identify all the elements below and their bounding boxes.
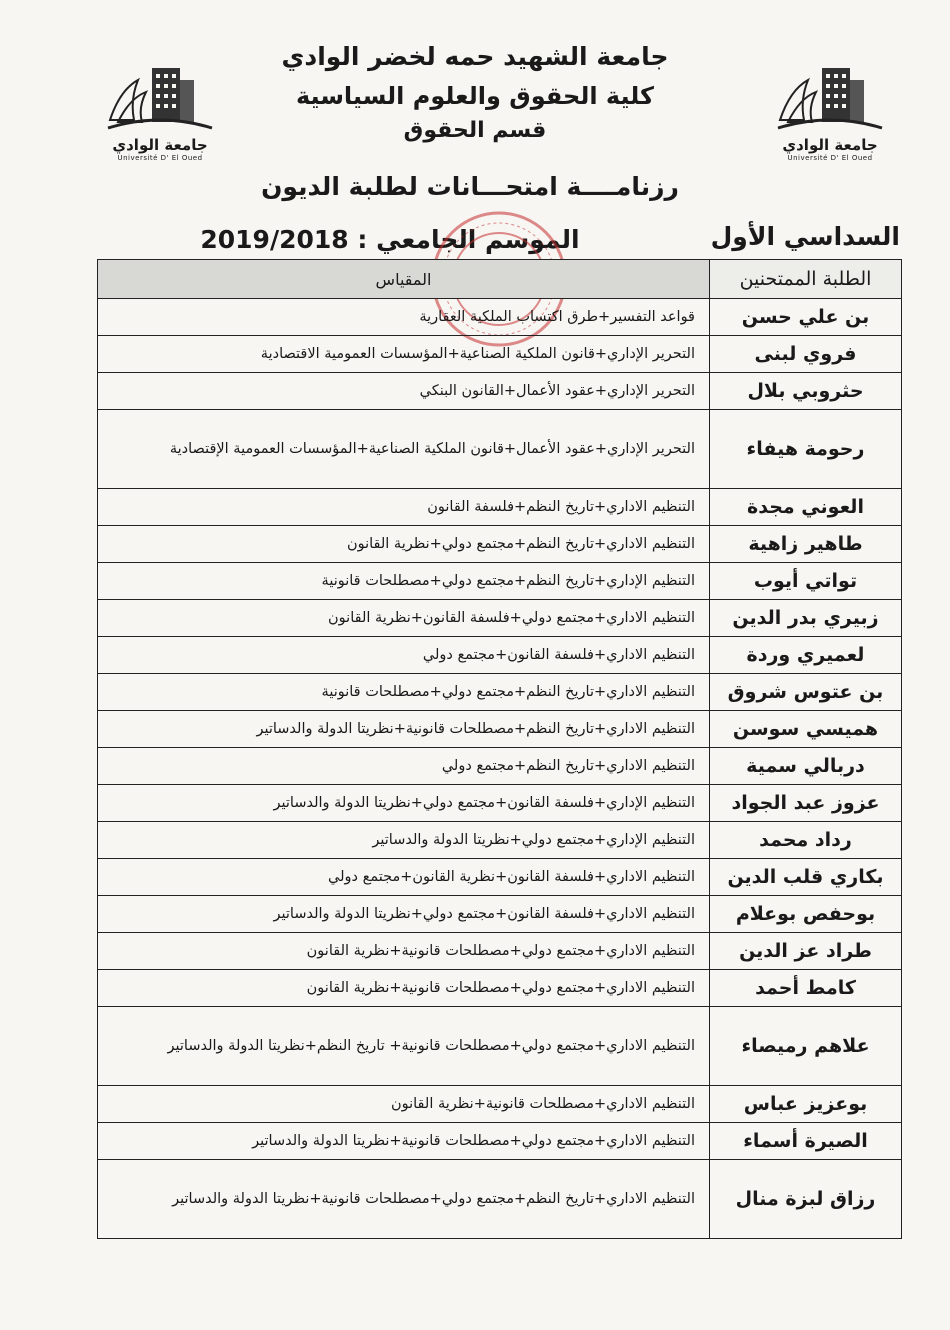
student-subjects: التنظيم الاداري+مجتمع دولي+مصطلحات قانونية+نظرية القانون xyxy=(98,970,710,1007)
student-name: بن عتوس شروق xyxy=(710,674,902,711)
student-name: رحومة هيفاء xyxy=(710,410,902,489)
student-name: الصيرة أسماء xyxy=(710,1123,902,1160)
logo-subtext: Université D' El Oued xyxy=(117,154,203,162)
table-row xyxy=(98,711,902,748)
faculty-name: كلية الحقوق والعلوم السياسية xyxy=(295,82,655,110)
table-row xyxy=(98,1007,902,1086)
student-subjects: التنظيم الاداري+تاريخ النظم+مجتمع دولي xyxy=(98,748,710,785)
header-students: الطلبة الممتحنين xyxy=(710,260,902,299)
student-name: طاهير زاهية xyxy=(710,526,902,563)
logo-text: جامعة الوادي xyxy=(782,136,878,154)
student-subjects: التنظيم الاداري+تاريخ النظم+مصطلحات قانونية+نظريتا الدولة والدساتير xyxy=(98,711,710,748)
student-name: العوني مجدة xyxy=(710,489,902,526)
table-row xyxy=(98,1086,902,1123)
table-row xyxy=(98,410,902,489)
table-row xyxy=(98,373,902,410)
student-name: كامط أحمد xyxy=(710,970,902,1007)
table-row xyxy=(98,1160,902,1239)
student-name: تواتي أيوب xyxy=(710,563,902,600)
table-row xyxy=(98,859,902,896)
student-subjects: التنظيم الاداري+فلسفة القانون+مجتمع دولي+نظريتا الدولة والدساتير xyxy=(98,896,710,933)
table-row xyxy=(98,748,902,785)
student-subjects: التنظيم الاداري+تاريخ النظم+مجتمع دولي+مصطلحات قانونية+نظريتا الدولة والدساتير xyxy=(98,1160,710,1239)
table-row xyxy=(98,785,902,822)
table-row xyxy=(98,674,902,711)
student-subjects: قواعد التفسير+طرق اكتساب الملكية العقارية xyxy=(98,299,710,336)
student-subjects: التحرير الإداري+قانون الملكية الصناعية+المؤسسات العمومية الاقتصادية xyxy=(98,336,710,373)
student-subjects: التنظيم الاداري+مجتمع دولي+مصطلحات قانونية+نظرية القانون xyxy=(98,933,710,970)
table-row xyxy=(98,489,902,526)
student-subjects: التنظيم الاداري+مجتمع دولي+مصطلحات قانونية+نظريتا الدولة والدساتير xyxy=(98,1123,710,1160)
university-logo-right xyxy=(770,50,890,165)
table-header-row xyxy=(98,260,902,299)
student-subjects: التنظيم الاداري+مجتمع دولي+مصطلحات قانونية+ تاريخ النظم+نظريتا الدولة والدساتير xyxy=(98,1007,710,1086)
student-subjects: التنظيم الإداري+تاريخ النظم+مجتمع دولي+مصطلحات قانونية xyxy=(98,563,710,600)
document-title: رزنامــــة امتحـــانات لطلبة الديون xyxy=(261,172,679,201)
student-name: علاهم رميصاء xyxy=(710,1007,902,1086)
department-name: قسم الحقوق xyxy=(403,118,547,143)
student-subjects: التنظيم الاداري+مصطلحات قانونية+نظرية القانون xyxy=(98,1086,710,1123)
university-name: جامعة الشهيد حمه لخضر الوادي xyxy=(281,42,669,71)
student-name: عزوز عبد الجواد xyxy=(710,785,902,822)
student-subjects: التحرير الإداري+عقود الأعمال+القانون البنكي xyxy=(98,373,710,410)
student-subjects: التنظيم الاداري+فلسفة القانون+نظرية القانون+مجتمع دولي xyxy=(98,859,710,896)
student-name: حثروبي بلال xyxy=(710,373,902,410)
exam-schedule-table xyxy=(97,259,902,1239)
table-row xyxy=(98,896,902,933)
student-name: هميسي سوسن xyxy=(710,711,902,748)
university-logo-left xyxy=(100,50,220,165)
student-name: رداد محمد xyxy=(710,822,902,859)
academic-season: الموسم الجامعي : 2019/2018 xyxy=(200,225,580,254)
student-name: بوعزيز عباس xyxy=(710,1086,902,1123)
student-subjects: التنظيم الإداري+فلسفة القانون+مجتمع دولي+نظريتا الدولة والدساتير xyxy=(98,785,710,822)
student-name: طراد عز الدين xyxy=(710,933,902,970)
student-name: دربالي سمية xyxy=(710,748,902,785)
university-building-icon xyxy=(770,50,890,140)
student-subjects: التنظيم الاداري+تاريخ النظم+مجتمع دولي+نظرية القانون xyxy=(98,526,710,563)
table-row xyxy=(98,933,902,970)
student-name: بكاري قلب الدين xyxy=(710,859,902,896)
table-row xyxy=(98,563,902,600)
student-subjects: التنظيم الاداري+تاريخ النظم+فلسفة القانون xyxy=(98,489,710,526)
student-subjects: التحرير الإداري+عقود الأعمال+قانون الملكية الصناعية+المؤسسات العمومية الإقتصادية xyxy=(98,410,710,489)
table-row xyxy=(98,1123,902,1160)
student-subjects: التنظيم الاداري+تاريخ النظم+مجتمع دولي+مصطلحات قانونية xyxy=(98,674,710,711)
student-name: رزاق لبزة منال xyxy=(710,1160,902,1239)
table-row xyxy=(98,299,902,336)
semester-label: السداسي الأول xyxy=(710,222,900,251)
logo-text: جامعة الوادي xyxy=(112,136,208,154)
student-name: فروي لبنى xyxy=(710,336,902,373)
table-row xyxy=(98,970,902,1007)
student-subjects: التنظيم الاداري+مجتمع دولي+فلسفة القانون+نظرية القانون xyxy=(98,600,710,637)
university-building-icon xyxy=(100,50,220,140)
student-name: بن علي حسن xyxy=(710,299,902,336)
student-name: بوحفص بوعلام xyxy=(710,896,902,933)
table-row xyxy=(98,637,902,674)
table-row xyxy=(98,336,902,373)
student-subjects: التنظيم الاداري+فلسفة القانون+مجتمع دولي xyxy=(98,637,710,674)
header-subject: المقياس xyxy=(98,260,710,299)
table-row xyxy=(98,600,902,637)
student-subjects: التنظيم الإداري+مجتمع دولي+نظريتا الدولة والدساتير xyxy=(98,822,710,859)
student-name: لعميري وردة xyxy=(710,637,902,674)
table-row xyxy=(98,526,902,563)
table-row xyxy=(98,822,902,859)
student-name: زبيري بدر الدين xyxy=(710,600,902,637)
logo-subtext: Université D' El Oued xyxy=(787,154,873,162)
